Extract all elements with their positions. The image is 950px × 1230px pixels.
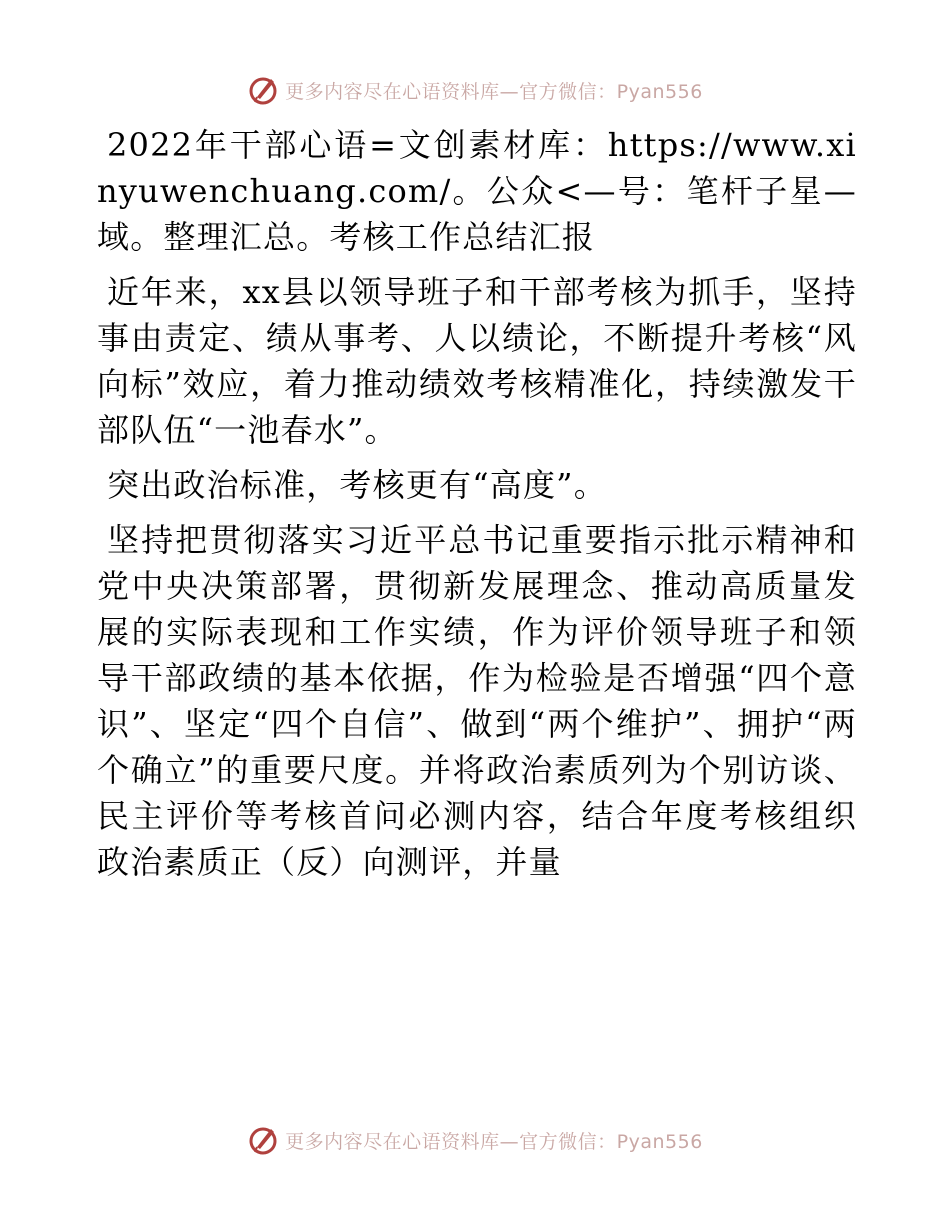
document-body xyxy=(97,122,857,894)
footer-banner-label: 更多内容尽在心语资料库—官方微信： xyxy=(285,1130,617,1153)
paragraph-heading: 突出政治标准，考核更有“高度”。 xyxy=(107,466,607,504)
quill-logo-icon xyxy=(247,1123,281,1157)
header-banner-text xyxy=(285,77,703,104)
paragraph-overview: 近年来，xx县以领导班子和干部考核为抓手，坚持事由责定、绩从事考、人以绩论，不断提升考核“风向标”效应，着力推动绩效考核精准化，持续激发干部队伍“一池春水”。 xyxy=(97,273,857,449)
header-banner-label: 更多内容尽在心语资料库—官方微信： xyxy=(285,80,617,103)
paragraph-body: 坚持把贯彻落实习近平总书记重要指示批示精神和党中央决策部署，贯彻新发展理念、推动高质量发展的实际表现和工作实绩，作为评价领导班子和领导干部政绩的基本依据，作为检验是否增强“四个意识”、坚定“四个自信”、做到“两个维护”、拥护“两个确立”的重要尺度。并将政治素质列为个别访谈、民主评价等考核首问必测内容，结合年度考核组织政治素质正（反）向测评，并量 xyxy=(97,521,857,881)
paragraph-intro: 2022年干部心语=文创素材库：https://www.xinyuwenchuang.com/。公众<—号：笔杆子星—域。整理汇总。考核工作总结汇报 xyxy=(97,126,857,256)
header-banner xyxy=(0,70,950,110)
header-wechat-id: Pyan556 xyxy=(616,80,703,103)
quill-logo-icon xyxy=(247,73,281,107)
footer-banner xyxy=(0,1120,950,1160)
footer-wechat-id: Pyan556 xyxy=(616,1130,703,1153)
footer-banner-text xyxy=(285,1127,703,1154)
